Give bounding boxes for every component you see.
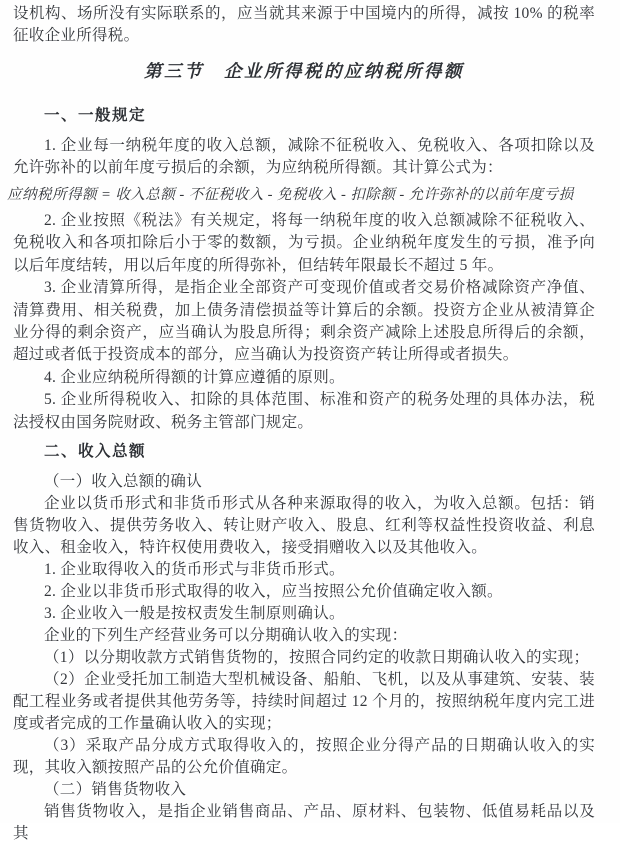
intro-continuation-paragraph: 设机构、场所没有实际联系的，应当就其来源于中国境内的所得，减按 10% 的税率征收企业所得税。	[13, 5, 595, 45]
part2-sub1-case3-paragraph: （3）采取产品分成方式取得收入的，按照企业分得产品的日期确认收入的实现，其收入额按照产品的公允价值确定。	[13, 737, 595, 777]
part1-item3-paragraph: 3. 企业清算所得，是指企业全部资产可变现价值或者交易价格减除资产净值、清算费用、相关税费，加上债务清偿损益等计算后的余额。投资方企业从被清算企业分得的剩余资产，应当确认为股息所得；剩余资产减除上述股息所得后的余额，超过或者低于投资成本的部分，应当确认为投资资产转让所得或者损失。	[13, 279, 595, 364]
part2-sub1-item1-paragraph: 1. 企业取得收入的货币形式与非货币形式。	[44, 561, 345, 579]
part2-total-revenue	[13, 440, 595, 845]
part1-item5-paragraph: 5. 企业所得税收入、扣除的具体范围、标准和资产的税务处理的具体办法，税法授权由国务院财政、税务主管部门规定。	[13, 391, 595, 431]
part2-sub1-item3-paragraph: 3. 企业收入一般是按权责发生制原则确认。	[44, 605, 345, 623]
part2-sub2-heading: （二）销售货物收入	[44, 781, 187, 799]
part1-item2-paragraph: 2. 企业按照《税法》有关规定，将每一纳税年度的收入总额减除不征税收入、免税收入和各项扣除后小于零的数额，为亏损。企业纳税年度发生的亏损，准予向以后年度结转，用以后年度的所得弥补，但结转年限最长不超过 5 年。	[13, 212, 595, 274]
part2-sub1-heading: （一）收入总额的确认	[44, 473, 203, 491]
part2-sub1-case2-paragraph: （2）企业受托加工制造大型机械设备、船舶、飞机，以及从事建筑、安装、装配工程业务或者提供其他劳务等，持续时间超过 12 个月的，按照纳税年度内完工进度或者完成的工作量确认收入的实现；	[13, 671, 595, 733]
part2-sub1-intro-paragraph: 企业以货币形式和非货币形式从各种来源取得的收入，为收入总额。包括：销售货物收入、提供劳务收入、转让财产收入、股息、红利等权益性投资收益、利息收入、租金收入，特许权使用费收入，接受捐赠收入以及其他收入。	[13, 495, 595, 557]
part1-item4-paragraph: 4. 企业应纳税所得额的计算应遵循的原则。	[44, 368, 345, 386]
part2-heading: 二、收入总额	[44, 443, 147, 461]
part1-general-rules	[7, 104, 595, 434]
taxable-income-formula: 应纳税所得额 = 收入总额 - 不征税收入 - 免税收入 - 扣除额 - 允许弥补的以前年度亏损	[7, 186, 574, 203]
part1-heading: 一、一般规定	[44, 106, 147, 124]
part2-sub2-intro-paragraph: 销售货物收入，是指企业销售商品、产品、原材料、包装物、低值易耗品以及其	[13, 803, 595, 843]
part2-sub1-item2-paragraph: 2. 企业以非货币形式取得的收入，应当按照公允价值确定收入额。	[44, 583, 503, 601]
part2-sub1-lead-paragraph: 企业的下列生产经营业务可以分期确认收入的实现：	[44, 627, 408, 645]
part2-sub1-case1-paragraph: （1）以分期收款方式销售货物的，按照合同约定的收款日期确认收入的实现；	[44, 649, 590, 667]
section-heading: 第三节 企业所得税的应纳税所得额	[144, 60, 464, 81]
part1-item1-paragraph: 1. 企业每一纳税年度的收入总额，减除不征税收入、免税收入、各项扣除以及允许弥补的以前年度亏损后的余额，为应纳税所得额。其计算公式为：	[13, 136, 595, 177]
